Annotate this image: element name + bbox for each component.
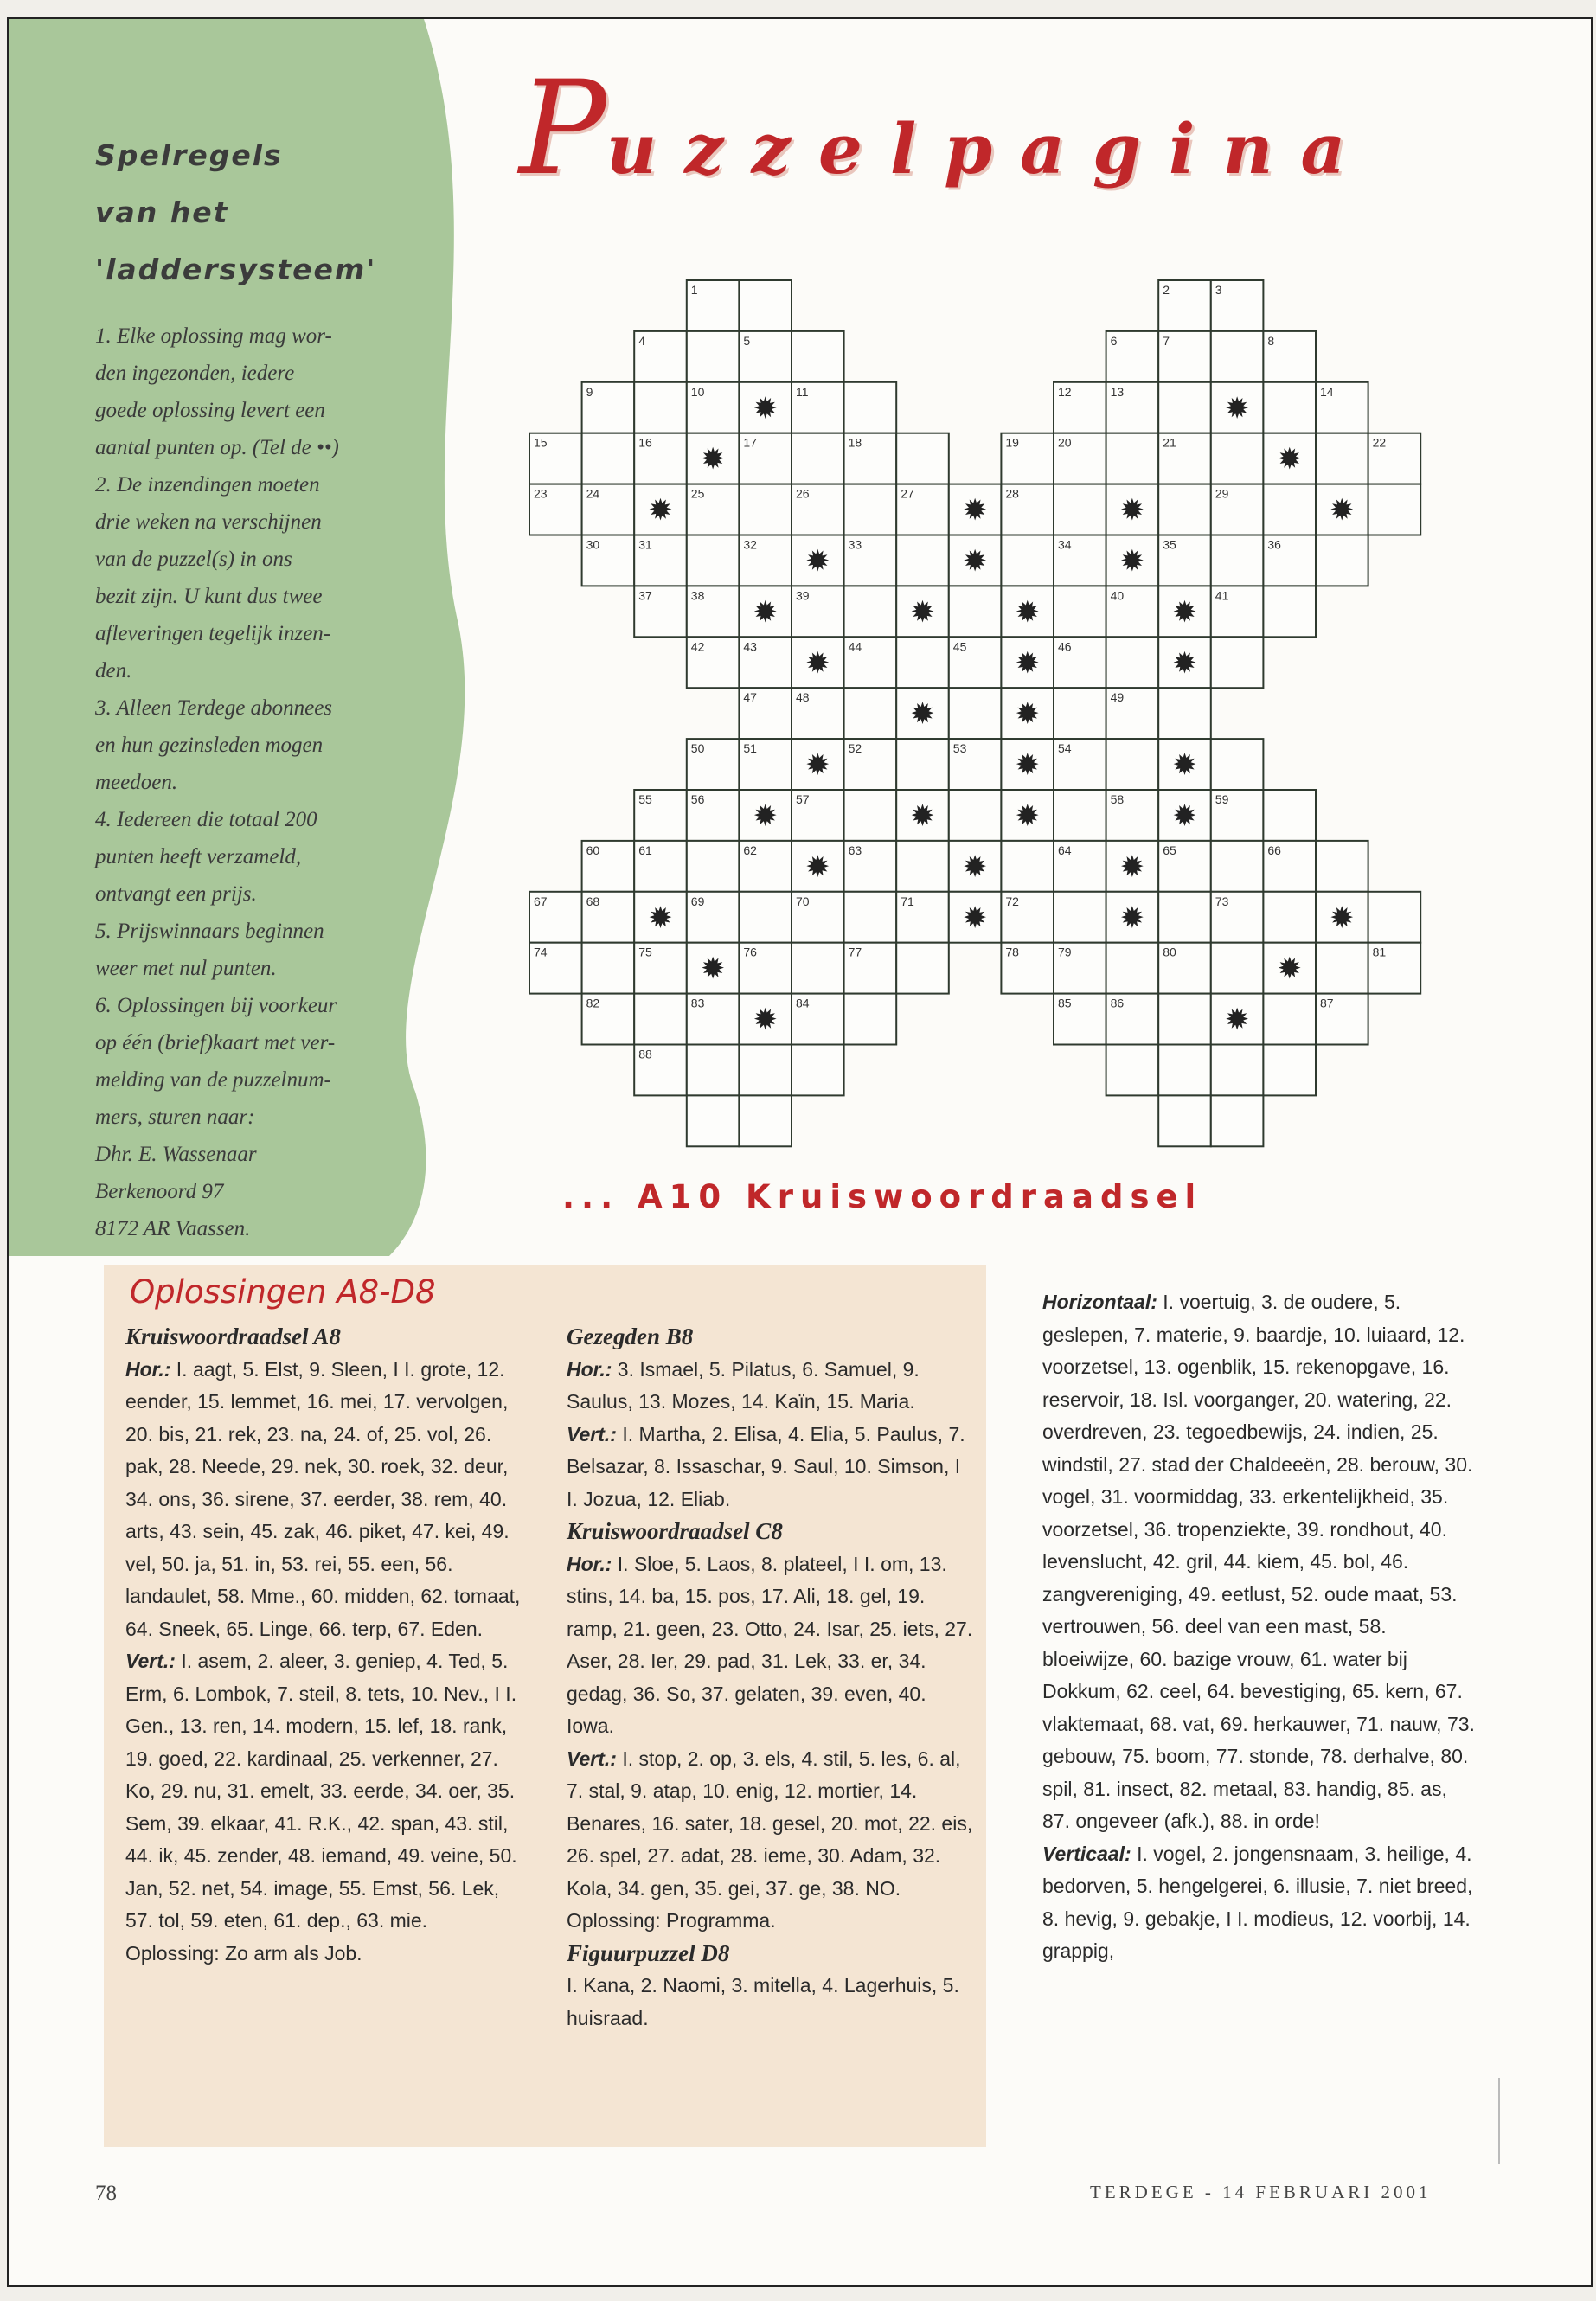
direction-label: Hor.: bbox=[125, 1357, 171, 1381]
black-cell-star-icon: ✹ bbox=[648, 901, 673, 936]
grid-cell bbox=[844, 586, 897, 637]
clue-number: 59 bbox=[1215, 792, 1229, 806]
black-cell-star-icon: ✹ bbox=[805, 645, 830, 681]
black-cell-star-icon: ✹ bbox=[700, 952, 726, 987]
clue-number: 32 bbox=[743, 537, 757, 552]
grid-cell bbox=[1211, 331, 1264, 382]
clue-number: 87 bbox=[1320, 996, 1334, 1010]
black-cell-star-icon: ✹ bbox=[1330, 901, 1355, 936]
grid-cell bbox=[1158, 484, 1211, 535]
clue-number: 62 bbox=[743, 843, 757, 857]
answer-paragraph bbox=[567, 1743, 973, 1906]
black-cell-star-icon: ✹ bbox=[753, 798, 778, 834]
grid-cell bbox=[1316, 841, 1368, 892]
black-cell-star-icon: ✹ bbox=[1119, 849, 1145, 885]
clue-number: 26 bbox=[796, 486, 810, 501]
rules-line: Berkenoord 97 bbox=[95, 1180, 224, 1203]
answer-paragraph bbox=[567, 1905, 973, 1938]
answer-text: I. Sloe, 5. Laos, 8. plateel, I I. om, 13. stins, 14. ba, 15. pos, 17. Ali, 18. gel, 19. ramp, 21. geen, 23. Otto, 24. Isar, 25. iets, 27. Aser, 28. Ier, 29. pad, 31. Lek, 33. er, 34. gedag, 36. So, 37. gelaten, 39. even, 40. Iowa. bbox=[567, 1552, 973, 1737]
grid-cell bbox=[1106, 433, 1159, 484]
clue-number: 20 bbox=[1058, 435, 1072, 450]
grid-cell bbox=[1158, 382, 1211, 433]
grid-cell bbox=[949, 586, 1002, 637]
clue-number: 49 bbox=[1110, 690, 1125, 705]
rules-line: en hun gezinsleden mogen bbox=[95, 734, 324, 757]
grid-cell bbox=[634, 994, 687, 1045]
answer-paragraph bbox=[567, 1419, 973, 1516]
grid-cell bbox=[1054, 790, 1106, 841]
clue-number: 82 bbox=[586, 996, 600, 1010]
answer-text: Oplossing: Programma. bbox=[567, 1909, 776, 1932]
clue-number: 28 bbox=[1005, 486, 1019, 501]
black-cell-star-icon: ✹ bbox=[1015, 798, 1040, 834]
rules-line: 6. Oplossingen bij voorkeur bbox=[95, 994, 337, 1017]
rules-line: melding van de puzzelnum- bbox=[95, 1068, 331, 1092]
grid-cell bbox=[844, 382, 897, 433]
grid-cell bbox=[1158, 1045, 1211, 1096]
grid-cell bbox=[1054, 892, 1106, 943]
clue-number: 4 bbox=[638, 333, 645, 348]
black-cell-star-icon: ✹ bbox=[1015, 696, 1040, 732]
grid-cell bbox=[1211, 943, 1264, 994]
black-cell-star-icon: ✹ bbox=[1224, 1003, 1250, 1038]
answer-text: I. voertuig, 3. de oudere, 5. geslepen, 7. materie, 9. baardje, 10. luiaard, 12. voorzetsel, 13. ogenblik, 15. rekenopgave, 16. reservoir, 18. Isl. voorganger, 20. watering, 22. overdreven, 23. tegoedbewijs, 24. indien, 25. windstil, 27. stad der Chaldeeën, 28. berouw, 30. vogel, 31. voormiddag, 33. erkentelijkheid, 35. voorzetsel, 36. tropenziekte, 39. rondhout, 40. levenslucht, 42. gril, 44. kiem, 45. bol, 46. zangvereniging, 49. eetlust, 52. oude maat, 53. vertrouwen, 56. deel van een mast, 58. bloeiwijze, 60. bazige vrouw, 61. water bij Dokkum, 62. ceel, 64. bevestiging, 65. kern, 67. vlaktemaat, 68. vat, 69. herkauwer, 71. nauw, 73. gebouw, 75. boom, 77. stonde, 78. derhalve, 80. spil, 81. insect, 82. metaal, 83. handig, 85. as, 87. ongeveer (afk.), 88. in orde! bbox=[1042, 1291, 1475, 1832]
clue-number: 72 bbox=[1005, 894, 1019, 908]
black-cell-star-icon: ✹ bbox=[648, 493, 673, 529]
magazine-page bbox=[7, 17, 1593, 2287]
clue-number: 48 bbox=[796, 690, 810, 705]
rules-line: punten heeft verzameld, bbox=[95, 845, 302, 868]
grid-cell bbox=[687, 1095, 740, 1146]
clue-number: 44 bbox=[848, 639, 862, 654]
grid-cell bbox=[844, 790, 897, 841]
grid-cell bbox=[1316, 535, 1368, 586]
black-cell-star-icon: ✹ bbox=[1015, 747, 1040, 783]
clue-number: 16 bbox=[638, 435, 652, 450]
direction-label: Vert.: bbox=[567, 1422, 617, 1445]
clue-number: 25 bbox=[690, 486, 705, 501]
rules-line: meedoen. bbox=[95, 771, 178, 794]
clue-number: 52 bbox=[848, 741, 862, 756]
grid-cell bbox=[1263, 994, 1316, 1045]
grid-cell bbox=[1158, 892, 1211, 943]
rules-line: 2. De inzendingen moeten bbox=[95, 473, 320, 497]
grid-cell bbox=[1001, 841, 1054, 892]
clue-number: 47 bbox=[743, 690, 757, 705]
answer-text: 3. Ismael, 5. Pilatus, 6. Samuel, 9. Saulus, 13. Mozes, 14. Kaïn, 15. Maria. bbox=[567, 1357, 920, 1413]
black-cell-star-icon: ✹ bbox=[753, 391, 778, 426]
clue-number: 31 bbox=[638, 537, 652, 552]
grid-cell bbox=[1263, 1045, 1316, 1096]
grid-cell bbox=[687, 331, 740, 382]
grid-cell bbox=[687, 841, 740, 892]
rules-line: 4. Iedereen die totaal 200 bbox=[95, 808, 317, 831]
clue-number: 17 bbox=[743, 435, 757, 450]
rules-line: van de puzzel(s) in ons bbox=[95, 548, 292, 571]
clue-number: 41 bbox=[1215, 588, 1229, 603]
grid-cell bbox=[739, 1045, 792, 1096]
answer-text: I. aagt, 5. Elst, 9. Sleen, I I. grote, 12. eender, 15. lemmet, 16. mei, 17. vervolgen, 20. bis, 21. rek, 23. na, 24. of, 25. vol, 26. pak, 28. Neede, 29. nek, 30. roek, 32. deur, 34. ons, 36. sirene, 37. eerder, 38. rem, 40. arts, 43. sein, 45. zak, 46. piket, 47. kei, 49. vel, 50. ja, 51. in, 53. rei, 55. een, 56. landaulet, 58. Mme., 60. midden, 62. tomaat, 64. Sneek, 65. Linge, 66. terp, 67. Eden. bbox=[125, 1357, 521, 1640]
clue-number: 37 bbox=[638, 588, 652, 603]
grid-cell bbox=[1211, 1045, 1264, 1096]
rules-heading-line-1: Spelregels bbox=[95, 138, 283, 172]
rules-line: den. bbox=[95, 659, 132, 683]
clue-number: 77 bbox=[848, 945, 862, 959]
clue-number: 27 bbox=[901, 486, 914, 501]
answer-text: I. Kana, 2. Naomi, 3. mitella, 4. Lagerhuis, 5. huisraad. bbox=[567, 1974, 959, 2029]
answer-paragraph bbox=[567, 1970, 973, 2035]
grid-cell bbox=[792, 433, 844, 484]
rules-line: ontvangt een prijs. bbox=[95, 882, 257, 906]
grid-cell bbox=[1263, 586, 1316, 637]
puzzle-caption: ... A10 Kruiswoordraadsel bbox=[562, 1178, 1203, 1215]
clue-number: 66 bbox=[1267, 843, 1281, 857]
grid-cell bbox=[1106, 739, 1159, 790]
black-cell-star-icon: ✹ bbox=[910, 594, 935, 630]
grid-cell bbox=[1106, 637, 1159, 688]
grid-cell bbox=[896, 841, 949, 892]
black-cell-star-icon: ✹ bbox=[700, 442, 726, 478]
title-rest: uzzelpagina bbox=[606, 108, 1374, 189]
black-cell-star-icon: ✹ bbox=[1172, 645, 1197, 681]
black-cell-star-icon: ✹ bbox=[805, 543, 830, 579]
rules-line: weer met nul punten. bbox=[95, 957, 277, 980]
black-cell-star-icon: ✹ bbox=[1172, 594, 1197, 630]
clue-number: 7 bbox=[1163, 333, 1170, 348]
answer-text: I. asem, 2. aleer, 3. geniep, 4. Ted, 5. Erm, 6. Lombok, 7. steil, 8. tets, 10. Nev., I I. Gen., 13. ren, 14. modern, 15. lef, 18. rank, 19. goed, 22. kardinaal, 25. verkenner, 27. Ko, 29. nu, 31. emelt, 33. eerde, 34. oer, 35. Sem, 39. elkaar, 41. R.K., 42. span, 43. stil, 44. ik, 45. zender, 48. iemand, 49. veine, 50. Jan, 52. net, 54. image, 55. Emst, 56. Lek, 57. tol, 59. eten, 61. dep., 63. mie. bbox=[125, 1650, 517, 1932]
rules-line: 3. Alleen Terdege abonnees bbox=[95, 696, 333, 720]
black-cell-star-icon: ✹ bbox=[805, 747, 830, 783]
black-cell-star-icon: ✹ bbox=[910, 696, 935, 732]
puzzle-heading: Gezegden B8 bbox=[567, 1324, 694, 1349]
clue-number: 88 bbox=[638, 1047, 652, 1061]
gutter-line bbox=[1498, 2078, 1500, 2164]
grid-cell bbox=[739, 1095, 792, 1146]
grid-cell bbox=[844, 484, 897, 535]
grid-cell bbox=[582, 433, 635, 484]
grid-cell bbox=[1263, 382, 1316, 433]
page-number: 78 bbox=[95, 2182, 117, 2205]
clue-number: 1 bbox=[690, 283, 698, 297]
grid-cell bbox=[1054, 688, 1106, 739]
clue-number: 45 bbox=[952, 639, 967, 654]
grid-cell bbox=[1263, 892, 1316, 943]
rules-line: 8172 AR Vaassen. bbox=[95, 1217, 251, 1240]
grid-cell bbox=[792, 943, 844, 994]
clue-number: 85 bbox=[1058, 996, 1072, 1010]
grid-cell bbox=[896, 943, 949, 994]
grid-cell bbox=[949, 790, 1002, 841]
magazine-footer: TERDEGE - 14 FEBRUARI 2001 bbox=[1090, 2182, 1432, 2202]
black-cell-star-icon: ✹ bbox=[1119, 493, 1145, 529]
clue-number: 74 bbox=[534, 945, 548, 959]
grid-cell bbox=[739, 892, 792, 943]
black-cell-star-icon: ✹ bbox=[753, 1003, 778, 1038]
direction-label: Verticaal: bbox=[1042, 1842, 1131, 1865]
clue-number: 34 bbox=[1058, 537, 1072, 552]
black-cell-star-icon: ✹ bbox=[1330, 493, 1355, 529]
rules-line: afleveringen tegelijk inzen- bbox=[95, 622, 331, 645]
black-cell-star-icon: ✹ bbox=[910, 798, 935, 834]
clue-number: 30 bbox=[586, 537, 600, 552]
grid-cell bbox=[739, 484, 792, 535]
rules-line: 5. Prijswinnaars beginnen bbox=[95, 920, 324, 943]
black-cell-star-icon: ✹ bbox=[1224, 391, 1250, 426]
answer-text: I. Martha, 2. Elisa, 4. Elia, 5. Paulus, 7. Belsazar, 8. Issaschar, 9. Saul, 10. Simson, I I. Jozua, 12. Eliab. bbox=[567, 1422, 965, 1510]
clue-number: 83 bbox=[690, 996, 705, 1010]
clue-number: 58 bbox=[1110, 792, 1125, 806]
clue-number: 46 bbox=[1058, 639, 1072, 654]
grid-cell bbox=[792, 1045, 844, 1096]
grid-cell bbox=[844, 688, 897, 739]
grid-cell bbox=[844, 994, 897, 1045]
grid-cell bbox=[896, 739, 949, 790]
clue-number: 69 bbox=[690, 894, 705, 908]
black-cell-star-icon: ✹ bbox=[962, 849, 988, 885]
rules-heading-line-3: 'laddersysteem' bbox=[95, 253, 377, 286]
grid-cell bbox=[1211, 433, 1264, 484]
crossword-grid bbox=[9, 19, 1591, 1170]
rules-line: bezit zijn. U kunt dus twee bbox=[95, 585, 323, 608]
grid-cell bbox=[1211, 1095, 1264, 1146]
clue-number: 76 bbox=[743, 945, 757, 959]
grid-cell bbox=[1054, 586, 1106, 637]
grid-cell bbox=[896, 637, 949, 688]
answer-paragraph bbox=[125, 1938, 532, 1971]
answer-text: I. vogel, 2. jongensnaam, 3. heilige, 4. bedorven, 5. hengelgerei, 6. illusie, 7. niet breed, 8. hevig, 9. gebakje, I I. modieus, 12. voorbij, 14. grappig, bbox=[1042, 1842, 1473, 1962]
black-cell-star-icon: ✹ bbox=[962, 493, 988, 529]
clue-number: 43 bbox=[743, 639, 757, 654]
answer-paragraph bbox=[1042, 1838, 1475, 1968]
black-cell-star-icon: ✹ bbox=[1119, 543, 1145, 579]
grid-cell bbox=[896, 535, 949, 586]
black-cell-star-icon: ✹ bbox=[805, 849, 830, 885]
clue-number: 2 bbox=[1163, 283, 1170, 297]
puzzle-heading: Kruiswoordraadsel C8 bbox=[567, 1518, 783, 1544]
clue-number: 56 bbox=[690, 792, 705, 806]
grid-cell bbox=[1054, 484, 1106, 535]
grid-cell bbox=[1211, 841, 1264, 892]
clue-number: 80 bbox=[1163, 945, 1176, 959]
clue-number: 13 bbox=[1110, 384, 1125, 399]
clue-number: 60 bbox=[586, 843, 600, 857]
clue-number: 29 bbox=[1215, 486, 1229, 501]
answer-paragraph bbox=[1042, 1286, 1475, 1838]
rules-line: op één (brief)kaart met ver- bbox=[95, 1031, 336, 1054]
rules-line: aantal punten op. (Tel de ••) bbox=[95, 436, 339, 459]
clue-number: 75 bbox=[638, 945, 652, 959]
direction-label: Vert.: bbox=[567, 1747, 617, 1770]
clue-number: 15 bbox=[534, 435, 548, 450]
grid-cell bbox=[949, 688, 1002, 739]
clue-number: 10 bbox=[690, 384, 705, 399]
clue-number: 73 bbox=[1215, 894, 1229, 908]
clue-number: 78 bbox=[1005, 945, 1019, 959]
clue-number: 67 bbox=[534, 894, 548, 908]
clues-column bbox=[1042, 1286, 1475, 1968]
rules-heading-line-2: van het bbox=[95, 195, 229, 229]
grid-cell bbox=[1211, 637, 1264, 688]
black-cell-star-icon: ✹ bbox=[1172, 747, 1197, 783]
clue-number: 5 bbox=[743, 333, 751, 348]
answer-text: I. stop, 2. op, 3. els, 4. stil, 5. les, 6. al, 7. stal, 9. atap, 10. enig, 12. mortier, 14. Benares, 16. sater, 18. gesel, 20. mot, 22. eis, 26. spel, 27. adat, 28. ieme, 30. Adam, 32. Kola, 34. gen, 35. gei, 37. ge, 38. NO. bbox=[567, 1747, 973, 1900]
direction-label: Vert.: bbox=[125, 1650, 176, 1672]
clue-number: 19 bbox=[1005, 435, 1019, 450]
clue-number: 57 bbox=[796, 792, 810, 806]
clue-number: 38 bbox=[690, 588, 705, 603]
clue-number: 11 bbox=[796, 384, 809, 399]
clue-number: 36 bbox=[1267, 537, 1281, 552]
clue-number: 14 bbox=[1320, 384, 1334, 399]
solutions-heading: Oplossingen A8-D8 bbox=[130, 1273, 436, 1311]
black-cell-star-icon: ✹ bbox=[1015, 594, 1040, 630]
rules-line: goede oplossing levert een bbox=[95, 399, 325, 422]
clue-number: 23 bbox=[534, 486, 548, 501]
black-cell-star-icon: ✹ bbox=[1119, 901, 1145, 936]
black-cell-star-icon: ✹ bbox=[1015, 645, 1040, 681]
grid-cell bbox=[1158, 1095, 1211, 1146]
clue-number: 64 bbox=[1058, 843, 1072, 857]
grid-cell bbox=[1001, 535, 1054, 586]
black-cell-star-icon: ✹ bbox=[753, 594, 778, 630]
answer-paragraph bbox=[125, 1354, 532, 1646]
clue-number: 39 bbox=[796, 588, 810, 603]
clue-number: 71 bbox=[901, 894, 914, 908]
clue-number: 68 bbox=[586, 894, 600, 908]
rules-line: mers, sturen naar: bbox=[95, 1106, 255, 1129]
title-initial: P bbox=[519, 54, 606, 204]
grid-cell bbox=[739, 280, 792, 331]
solutions-column-1 bbox=[125, 1321, 532, 1970]
grid-cell bbox=[582, 943, 635, 994]
black-cell-star-icon: ✹ bbox=[962, 901, 988, 936]
rules-line: den ingezonden, iedere bbox=[95, 362, 295, 385]
puzzle-heading: Kruiswoordraadsel A8 bbox=[125, 1324, 341, 1349]
answer-paragraph bbox=[125, 1645, 532, 1938]
clue-number: 42 bbox=[690, 639, 705, 654]
direction-label: Hor.: bbox=[567, 1357, 612, 1381]
clue-number: 33 bbox=[848, 537, 862, 552]
grid-cell bbox=[1368, 892, 1421, 943]
clue-number: 63 bbox=[848, 843, 862, 857]
clue-number: 3 bbox=[1215, 283, 1222, 297]
clue-number: 50 bbox=[690, 741, 705, 756]
clue-number: 65 bbox=[1163, 843, 1176, 857]
grid-cell bbox=[1158, 688, 1211, 739]
grid-cell bbox=[1106, 943, 1159, 994]
puzzle-heading: Figuurpuzzel D8 bbox=[567, 1939, 730, 1966]
clue-number: 70 bbox=[796, 894, 810, 908]
clue-number: 79 bbox=[1058, 945, 1072, 959]
answer-paragraph bbox=[567, 1354, 973, 1419]
grid-cell bbox=[1211, 535, 1264, 586]
clue-number: 53 bbox=[952, 741, 967, 756]
black-cell-star-icon: ✹ bbox=[1277, 442, 1302, 478]
clue-number: 61 bbox=[638, 843, 652, 857]
grid-cell bbox=[792, 331, 844, 382]
clue-number: 6 bbox=[1110, 333, 1118, 348]
rules-line: 1. Elke oplossing mag wor- bbox=[95, 324, 332, 348]
grid-cell bbox=[1211, 739, 1264, 790]
direction-label: Hor.: bbox=[567, 1552, 612, 1575]
grid-cell bbox=[634, 382, 687, 433]
grid-cell bbox=[896, 433, 949, 484]
clue-number: 22 bbox=[1372, 435, 1387, 450]
black-cell-star-icon: ✹ bbox=[1172, 798, 1197, 834]
grid-cell bbox=[687, 535, 740, 586]
clue-number: 40 bbox=[1110, 588, 1125, 603]
grid-cell bbox=[1263, 790, 1316, 841]
clue-number: 35 bbox=[1163, 537, 1176, 552]
rules-line: drie weken na verschijnen bbox=[95, 510, 322, 534]
grid-cell bbox=[1106, 1045, 1159, 1096]
clue-number: 8 bbox=[1267, 333, 1275, 348]
solutions-column-2 bbox=[567, 1321, 973, 2035]
clue-number: 54 bbox=[1058, 741, 1072, 756]
grid-cell bbox=[1316, 943, 1368, 994]
clue-number: 86 bbox=[1110, 996, 1125, 1010]
grid-cell bbox=[1316, 433, 1368, 484]
grid-cell bbox=[1158, 994, 1211, 1045]
grid-cell bbox=[844, 892, 897, 943]
clue-number: 9 bbox=[586, 384, 593, 399]
clue-number: 51 bbox=[743, 741, 757, 756]
answer-paragraph bbox=[567, 1548, 973, 1743]
clue-number: 21 bbox=[1163, 435, 1176, 450]
black-cell-star-icon: ✹ bbox=[1277, 952, 1302, 987]
clue-number: 18 bbox=[848, 435, 862, 450]
clue-number: 24 bbox=[586, 486, 600, 501]
direction-label: Horizontaal: bbox=[1042, 1291, 1157, 1313]
clue-number: 55 bbox=[638, 792, 652, 806]
clue-number: 81 bbox=[1372, 945, 1387, 959]
grid-cell bbox=[687, 1045, 740, 1096]
grid-cell bbox=[1368, 484, 1421, 535]
answer-text: Oplossing: Zo arm als Job. bbox=[125, 1941, 362, 1965]
clue-number: 12 bbox=[1058, 384, 1072, 399]
clue-number: 84 bbox=[796, 996, 810, 1010]
black-cell-star-icon: ✹ bbox=[962, 543, 988, 579]
rules-line: Dhr. E. Wassenaar bbox=[95, 1143, 257, 1166]
grid-cell bbox=[1263, 484, 1316, 535]
